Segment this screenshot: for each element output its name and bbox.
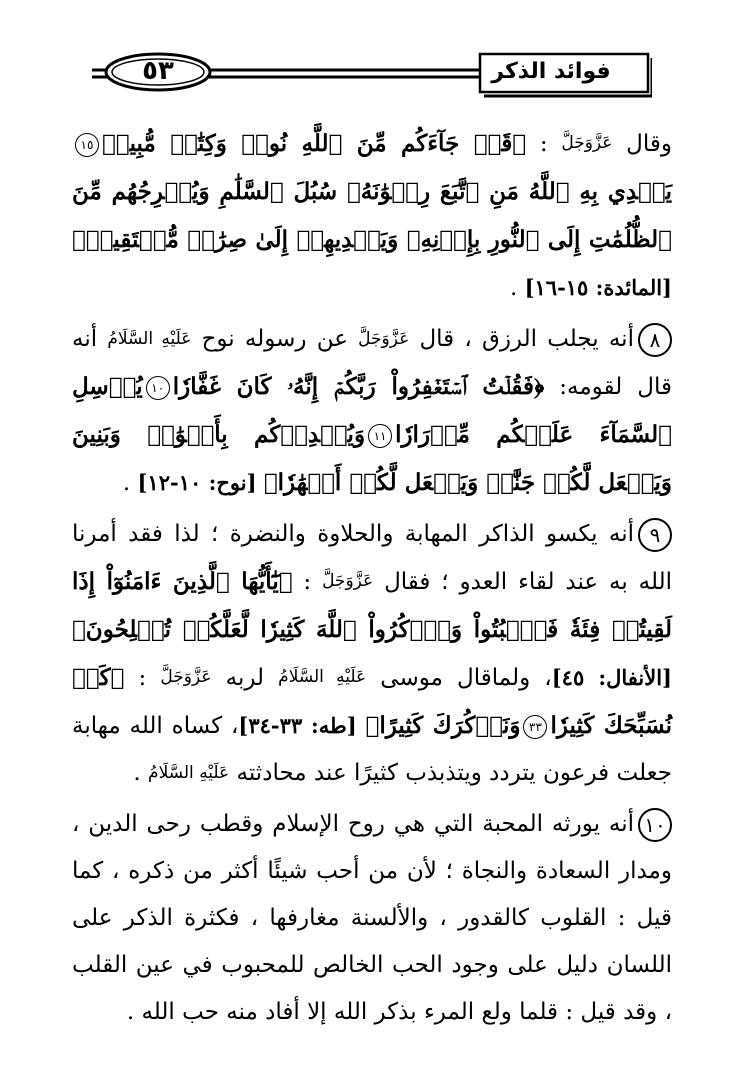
page-content <box>72 120 672 1036</box>
honorific: عَلَيْهِ السَّلَامُ <box>148 763 230 783</box>
point-number: ٨ <box>638 323 672 357</box>
quran-verse: وَنَذۡكُرَكَ كَثِيرًا﴾ <box>365 712 521 739</box>
body-text: أنه يجلب الرزق ، قال <box>409 326 634 352</box>
quran-verse: ﴿كَيۡ نُسَبِّحَكَ كَثِيرٗا <box>72 664 672 739</box>
point-number: ١٠ <box>638 808 672 842</box>
body-text: أنه قال لقومه: <box>72 326 672 400</box>
body-text: . <box>122 470 138 496</box>
verse-reference: [الأنفال: ٤٥] <box>551 665 672 690</box>
body-text: : <box>292 569 323 595</box>
honorific: عَزَّوَجَلَّ <box>160 667 212 687</box>
paragraph <box>72 120 672 312</box>
body-text: . <box>133 760 149 786</box>
quran-verse: ﴿فَقُلۡتُ ٱسۡتَغۡفِرُواْ رَبَّكُمۡ إِنَّهُۥ كَانَ غَفَّارٗا <box>172 373 545 400</box>
verse-reference: [المائدة: ١٥-١٦] <box>524 275 672 300</box>
ayah-number-mark: ١١ <box>368 424 392 448</box>
quran-verse: ﴿قَدۡ جَآءَكُم مِّنَ ٱللَّهِ نُورٞ وَكِتَٰبٞ مُّبِينٞ <box>102 130 527 157</box>
quran-verse: ﴿يَٰٓأَيُّهَا ٱلَّذِينَ ءَامَنُوٓاْ إِذَا لَقِيتُمۡ فِئَةٗ فَٱثۡبُتُواْ وَٱذۡكُرُواْ ٱللَّهَ كَثِيرٗا لَّعَلَّكُمۡ تُفۡلِحُونَ﴾ <box>72 568 672 643</box>
ayah-number-mark: ٣٣ <box>523 715 547 739</box>
honorific: عَلَيْهِ السَّلَامُ <box>107 329 192 349</box>
honorific: عَزَّوَجَلَّ <box>322 571 374 591</box>
body-text: . <box>509 275 525 301</box>
quran-verse: يَهۡدِي بِهِ ٱللَّهُ مَنِ ٱتَّبَعَ رِضۡوَٰنَهُۥ سُبُلَ ٱلسَّلَٰمِ وَيُخۡرِجُهُم مِّنَ ٱلظُّلُمَٰتِ إِلَى ٱلنُّورِ بِإِذۡنِهِۦ وَيَهۡدِيهِمۡ إِلَىٰ صِرَٰطٖ مُّسۡتَقِيمٖ﴾ <box>72 178 672 253</box>
verse-reference: [طه: ٣٣-٣٤] <box>238 713 366 738</box>
body-text: : <box>526 131 562 157</box>
page-number: ٥٣ <box>142 56 174 86</box>
body-text: : <box>124 665 161 691</box>
paragraph <box>72 316 672 507</box>
paragraph <box>72 511 672 797</box>
point-number: ٩ <box>638 518 672 552</box>
body-text: أنه يورثه المحبة التي هي روح الإسلام وقطب رحى الدين ، ومدار السعادة والنجاة ؛ لأن من أحب شيئًا أكثر من ذكره ، كما قيل : القلوب كالقدور ، والألسنة مغارفها ، فكثرة الذكر على اللسان دليل على وجود الحب الخالص للمحبوب في عين القلب ، وقد قيل : قلما ولع المرء بذكر الله إلا أفاد منه حب الله . <box>72 811 672 1025</box>
honorific: عَزَّوَجَلَّ <box>561 133 613 153</box>
ayah-number-mark: ١٠ <box>146 376 170 400</box>
body-text: أنه يكسو الذاكر المهابة والحلاوة والنضرة ؛ لذا فقد أمرنا الله به عند لقاء العدو ؛ فقال <box>72 521 673 595</box>
paragraph <box>72 801 672 1036</box>
body-text: ، كساه الله مهابة جعلت فرعون يتردد ويتذبذب كثيرًا عند محادثته <box>72 713 672 786</box>
honorific: عَلَيْهِ السَّلَامُ <box>278 667 367 687</box>
ayah-number-mark: ١٥ <box>75 133 99 157</box>
body-text: ، ولماقال موسى <box>366 665 552 691</box>
verse-reference: [نوح: ١٠-١٢] <box>137 470 264 495</box>
body-text: وقال <box>612 131 672 157</box>
quran-verse: يُرۡسِلِ ٱلسَّمَآءَ عَلَيۡكُم مِّدۡرَارٗا <box>72 373 672 448</box>
body-text: لربه <box>211 665 279 691</box>
page-header <box>92 50 652 98</box>
honorific: عَزَّوَجَلَّ <box>358 329 410 349</box>
quran-verse: وَيُمۡدِدۡكُم بِأَمۡوَٰلٖ وَبَنِينَ وَيَجۡعَل لَّكُمۡ جَنَّٰتٖ وَيَجۡعَل لَّكُمۡ أَنۡهَٰرٗا﴾ <box>72 421 672 496</box>
chapter-title: فوائد الذكر <box>491 59 611 84</box>
body-text: عن رسوله نوح <box>191 326 359 352</box>
